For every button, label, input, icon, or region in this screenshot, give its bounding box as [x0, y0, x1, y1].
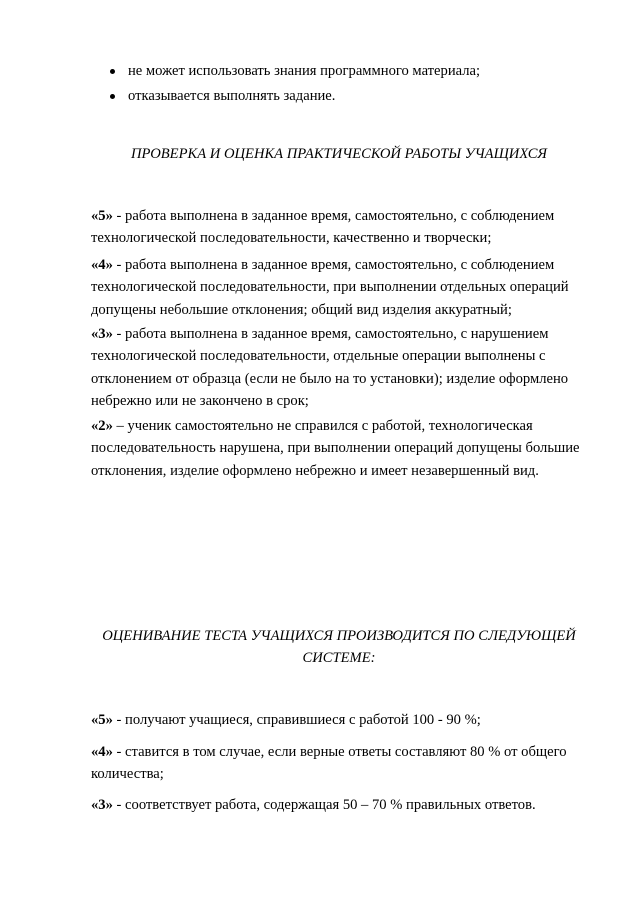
grade-description: - ставится в том случае, если верные ответы составляют 80 % от общего количества;	[91, 744, 567, 783]
grade-description: - соответствует работа, содержащая 50 – 70 % правильных ответов.	[112, 797, 536, 813]
grade-paragraph	[91, 794, 591, 816]
grade-paragraph	[91, 254, 591, 321]
list-item	[110, 59, 480, 84]
grade-label: «5»	[91, 712, 113, 728]
grade-label: «3»	[91, 797, 113, 813]
grade-paragraph	[91, 709, 591, 731]
grade-paragraph	[91, 415, 591, 482]
grade-paragraph	[91, 323, 591, 413]
grade-description: - работа выполнена в заданное время, самостоятельно, с нарушением технологической последовательности, отдельные операции выполнены с отклонением от образца (если не было на то установки); изделие оформлено небрежно или не закончено в срок;	[91, 326, 569, 410]
grade-paragraph	[91, 205, 591, 250]
list-item	[110, 84, 480, 109]
grade-label: «4»	[91, 744, 113, 760]
bullet-icon	[110, 94, 115, 99]
grade-label: «3»	[91, 326, 113, 342]
grade-description: - получают учащиеся, справившиеся с работой 100 - 90 %;	[112, 712, 481, 728]
bullet-icon	[110, 69, 115, 74]
grade-description: - работа выполнена в заданное время, самостоятельно, с соблюдением технологической последовательности, качественно и творчески;	[91, 208, 555, 247]
grade-label: «5»	[91, 208, 113, 224]
list-item-text: отказывается выполнять задание.	[128, 88, 336, 104]
section-heading-test-grading	[91, 625, 587, 669]
grade-label: «2»	[91, 418, 113, 434]
heading-line: СИСТЕМЕ:	[302, 650, 376, 666]
section-heading-practical-work: ПРОВЕРКА И ОЦЕНКА ПРАКТИЧЕСКОЙ РАБОТЫ УЧАЩИХСЯ	[130, 146, 548, 162]
grade-label: «4»	[91, 257, 113, 273]
bullet-list	[110, 59, 480, 109]
grade-description: – ученик самостоятельно не справился с работой, технологическая последовательность нарушена, при выполнении операций допущены большие отклонения, изделие оформлено небрежно и имеет незавершенный вид.	[91, 418, 580, 479]
heading-line: ОЦЕНИВАНИЕ ТЕСТА УЧАЩИХСЯ ПРОИЗВОДИТСЯ ПО СЛЕДУЮЩЕЙ	[102, 628, 576, 644]
grade-description: - работа выполнена в заданное время, самостоятельно, с соблюдением технологической последовательности, при выполнении отдельных операций допущены небольшие отклонения; общий вид изделия аккуратный;	[91, 257, 569, 318]
list-item-text: не может использовать знания программного материала;	[128, 63, 481, 79]
grade-paragraph	[91, 741, 591, 786]
